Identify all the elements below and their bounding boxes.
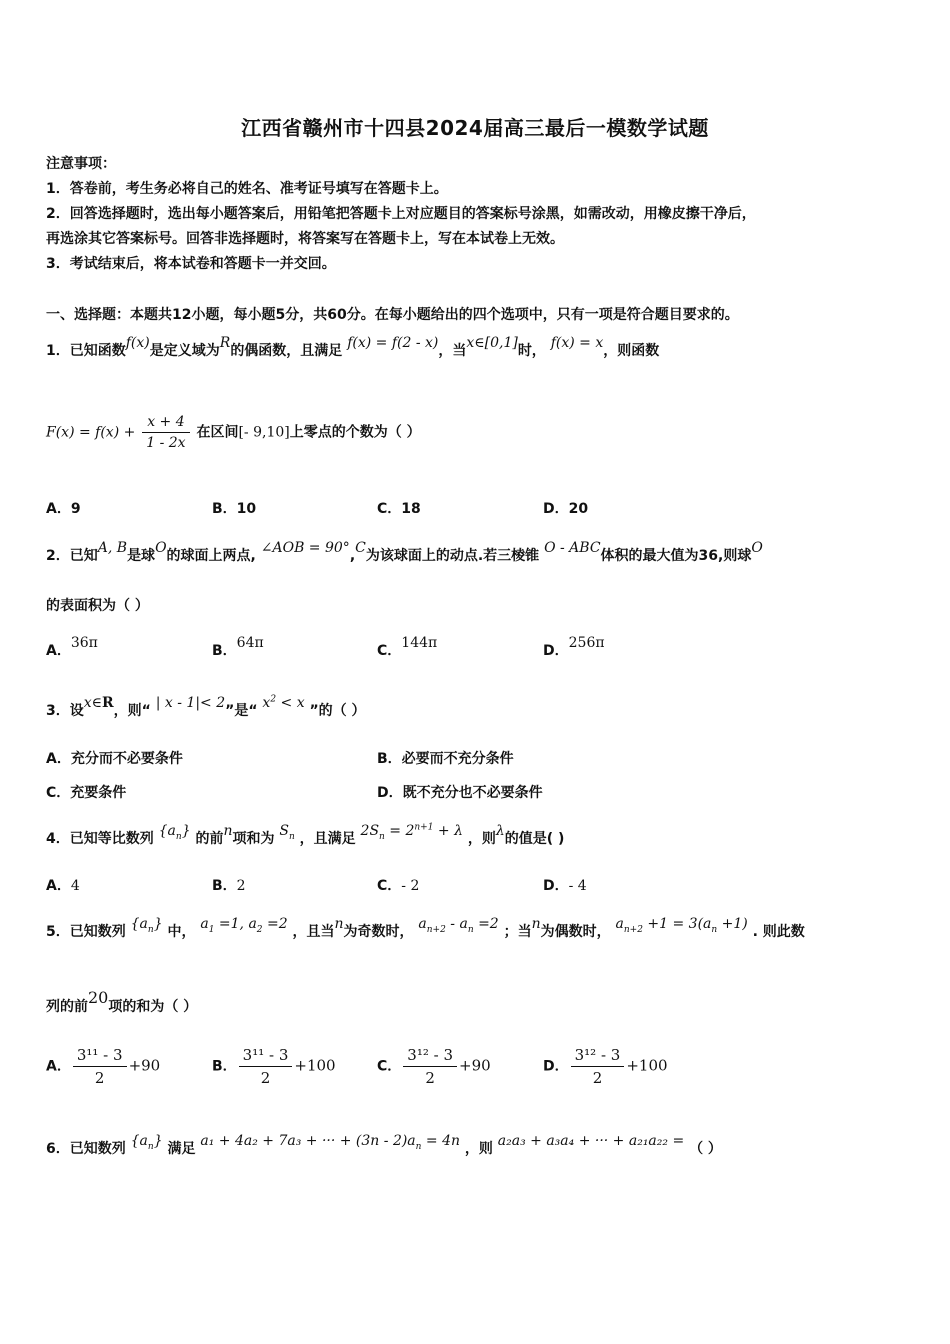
- q5-option-d: D． $\frac{\text{3¹² - 3}}{2}$ +100: [543, 1046, 668, 1087]
- question-4: 4．已知等比数列 $\{a_n\}$ 的前n项和为 $S_n$ ，且满足 $2S_n = 2^{n+1} + \lambda$ ，则λ的值是( ): [46, 822, 565, 847]
- q1-option-d: D．20: [543, 501, 589, 517]
- q2-option-b: B．64π: [212, 635, 264, 659]
- function-F: F(x) = f(x) +: [46, 424, 136, 441]
- question-2-line-2: 的表面积为（ ）: [46, 598, 149, 614]
- question-5-line-2: 列的前20项的和为（ ）: [46, 988, 198, 1015]
- notice-item-2: 2．回答选择题时，选出每小题答案后，用铅笔把答题卡上对应题目的答案标号涂黑，如需改动，用橡皮擦干净后，: [46, 206, 756, 222]
- q2-option-a: A．36π: [46, 635, 98, 659]
- q1-option-b: B．10: [212, 501, 257, 517]
- q4-option-d: D．- 4: [543, 878, 587, 894]
- notice-item-1: 1．答卷前，考生务必将自己的姓名、准考证号填写在答题卡上。: [46, 181, 448, 197]
- notice-item-3: 3．考试结束后，将本试卷和答题卡一并交回。: [46, 256, 336, 272]
- q5-option-a: A． $\frac{\text{3¹¹ - 3}}{2}$ +90: [46, 1046, 161, 1087]
- q5-option-c: C． $\frac{\text{3¹² - 3}}{2}$ +90: [377, 1046, 491, 1087]
- q3-option-b: B．必要而不充分条件: [377, 751, 514, 767]
- question-6: 6．已知数列 $\{a_n\}$ 满足 a₁ + 4a₂ + 7a₃ + ··· + $(3n - 2)a_n = 4n$ ，则 a₂a₃ + a₃a₄ + ··· + a₂₁a₂₂ = （ ）: [46, 1133, 722, 1157]
- fraction: $\frac{x + 4}{1 - 2x}$: [142, 414, 189, 451]
- q3-option-d: D．既不充分也不必要条件: [377, 785, 543, 801]
- question-1-line-1: 1．已知函数f(x)是定义域为R的偶函数，且满足 f(x) = f(2 - x)，当x∈[0,1]时， f(x) = x，则函数: [46, 335, 660, 359]
- section-1-heading: 一、选择题：本题共12小题，每小题5分，共60分。在每小题给出的四个选项中，只有一项是符合题目要求的。: [46, 307, 739, 323]
- q1-option-a: A．9: [46, 501, 81, 517]
- question-2-line-1: 2．已知A, B是球O的球面上两点, ∠AOB = 90°,C为该球面上的动点.若三棱锥 O - ABC体积的最大值为36,则球O: [46, 540, 763, 564]
- page-title: 江西省赣州市十四县2024届高三最后一模数学试题: [241, 116, 709, 140]
- q3-option-c: C．充要条件: [46, 785, 127, 801]
- question-5-line-1: 5．已知数列 $\{a_n\}$ 中， $a_1 =1$, $a_2 =2$ ，且当n为奇数时， $a_{n+2} - a_n =2$ ；当n为偶数时， $a_{n+2} +1 = 3(a_n +1)$ . 则此数: [46, 916, 805, 940]
- q4-option-c: C．- 2: [377, 878, 420, 894]
- q4-option-b: B．2: [212, 878, 246, 894]
- q1-option-c: C．18: [377, 501, 421, 517]
- q4-option-a: A．4: [46, 878, 80, 894]
- notice-item-2-cont: 再选涂其它答案标号。回答非选择题时，将答案写在答题卡上，写在本试卷上无效。: [46, 231, 564, 247]
- q5-option-b: B． $\frac{\text{3¹¹ - 3}}{2}$ +100: [212, 1046, 336, 1087]
- q2-option-c: C．144π: [377, 635, 438, 659]
- question-1-line-2: F(x) = f(x) + $\frac{x + 4}{1 - 2x}$ 在区间[- 9,10]上零点的个数为（ ）: [46, 414, 421, 451]
- q2-option-d: D．256π: [543, 635, 605, 659]
- notice-heading: 注意事项：: [46, 156, 116, 172]
- question-3: 3．设x∈R，则“ | x - 1|< 2”是“ $x^2 < x$ ”的（ ）: [46, 694, 366, 719]
- q3-option-a: A．充分而不必要条件: [46, 751, 183, 767]
